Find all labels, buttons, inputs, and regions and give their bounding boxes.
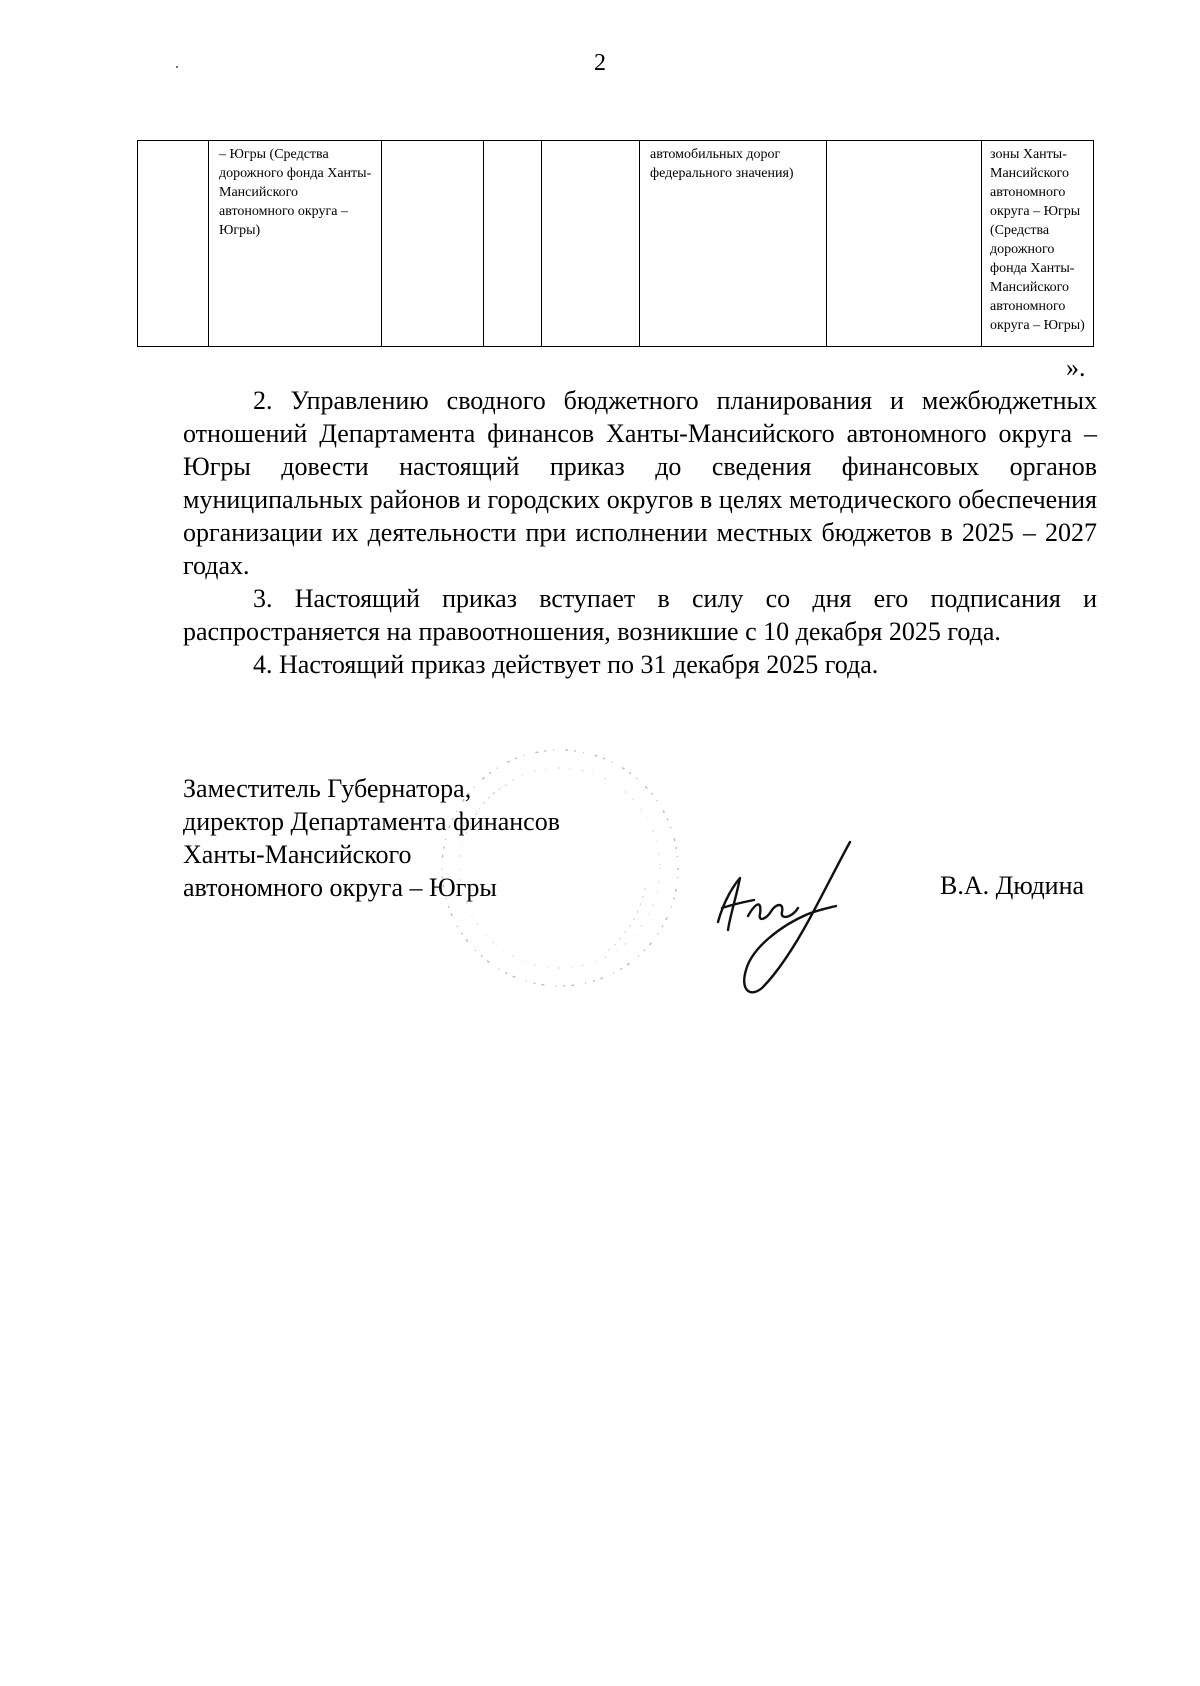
page-number: 2 bbox=[594, 50, 606, 76]
table-cell: автомобильных дорог федерального значения) bbox=[640, 141, 827, 347]
table-row bbox=[138, 141, 1094, 347]
table-cell bbox=[542, 141, 640, 347]
body-text bbox=[183, 384, 1097, 681]
paragraph-3: 3. Настоящий приказ вступает в силу со дня его подписания и распространяется на правоотношения, возникшие с 10 декабря 2025 года. bbox=[183, 584, 1097, 646]
paragraph-4: 4. Настоящий приказ действует по 31 декабря 2025 года. bbox=[253, 650, 879, 679]
signature-block bbox=[183, 772, 560, 904]
table-cell bbox=[138, 141, 209, 347]
closing-quote: ». bbox=[1066, 353, 1086, 382]
paragraph-2: 2. Управлению сводного бюджетного планирования и межбюджетных отношений Департамента финансов Ханты-Мансийского автономного округа – Югры довести настоящий приказ до сведения финансовых органов муниципальных районов и городских округов в целях методического обеспечения организации их деятельности при исполнении местных бюджетов в 2025 – 2027 годах. bbox=[183, 386, 1097, 580]
table-cell: зоны Ханты-Мансийского автономного округа – Югры (Средства дорожного фонда Ханты-Мансийского автономного округа – Югры) bbox=[982, 141, 1094, 347]
table-cell bbox=[484, 141, 542, 347]
continuation-table bbox=[137, 140, 1094, 347]
signatory-title-line: автономного округа – Югры bbox=[183, 873, 497, 902]
signer-name: В.А. Дюдина bbox=[940, 871, 1085, 900]
handwritten-signature bbox=[700, 830, 860, 1000]
signatory-title-line: директор Департамента финансов bbox=[183, 807, 560, 836]
table-cell: – Югры (Средства дорожного фонда Ханты-Мансийского автономного округа – Югры) bbox=[209, 141, 382, 347]
signatory-title-line: Ханты-Мансийского bbox=[183, 840, 412, 869]
signatory-title-line: Заместитель Губернатора, bbox=[183, 774, 472, 803]
table-cell bbox=[382, 141, 484, 347]
table-cell bbox=[827, 141, 982, 347]
